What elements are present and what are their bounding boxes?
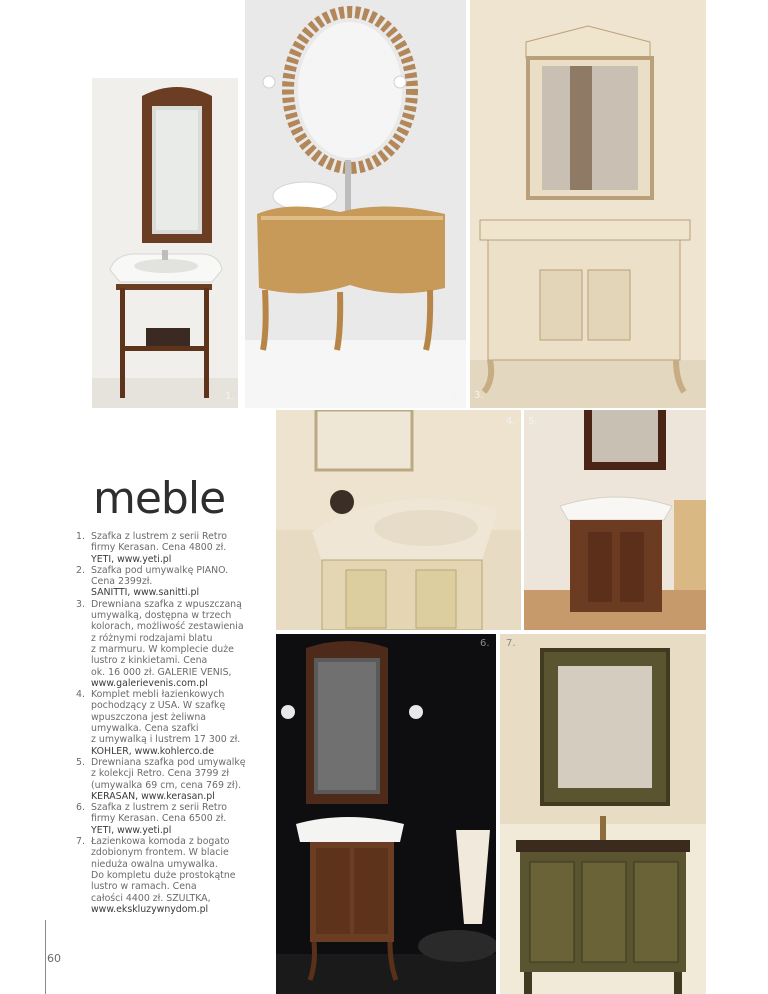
product-item-line: Do kompletu duże prostokątne bbox=[91, 869, 236, 881]
product-item-line: Szafka pod umywalkę PIANO. bbox=[91, 564, 229, 576]
product-item bbox=[76, 802, 291, 836]
photo-3-venis-cabinet bbox=[470, 0, 706, 408]
product-item-line: lustro z kinkietami. Cena bbox=[91, 655, 208, 667]
product-item-line: z kolekcji Retro. Cena 3799 zł bbox=[91, 768, 229, 780]
photo-number: 2. bbox=[451, 390, 461, 401]
piano-cabinet-illustration bbox=[245, 0, 466, 408]
kohler-set-illustration bbox=[276, 410, 521, 630]
product-item-number: 4. bbox=[76, 689, 85, 701]
product-description-list bbox=[76, 531, 291, 915]
product-item bbox=[76, 531, 291, 565]
product-item-line: Drewniana szafka z wpuszczaną bbox=[91, 598, 242, 610]
szultka-commode-illustration bbox=[500, 634, 706, 994]
product-item-line: Cena 2399zł. bbox=[91, 576, 153, 588]
photo-number: 4. bbox=[506, 416, 516, 427]
photo-1-retro-cabinet bbox=[92, 78, 238, 408]
product-item-line: kolorach, możliwość zestawienia bbox=[91, 621, 244, 633]
product-item-text bbox=[91, 757, 291, 802]
product-item-line: umywalką, dostępna w trzech bbox=[91, 610, 232, 622]
retro-cabinet-illustration bbox=[92, 78, 238, 408]
product-item-line: Szafka z lustrem z serii Retro bbox=[91, 802, 227, 814]
product-item-line: firmy Kerasan. Cena 6500 zł. bbox=[91, 813, 227, 825]
photo-number: 7. bbox=[506, 638, 516, 649]
product-brand: www.galerievenis.com.pl bbox=[91, 677, 208, 689]
product-item-line: Komplet mebli łazienkowych bbox=[91, 689, 225, 701]
product-brand: YETI, www.yeti.pl bbox=[91, 824, 172, 836]
product-item bbox=[76, 689, 291, 757]
product-item-line: z różnymi rodzajami blatu bbox=[91, 632, 213, 644]
product-brand: SANITTI, www.sanitti.pl bbox=[91, 587, 200, 599]
product-item-line: wpuszczona jest żeliwna bbox=[91, 711, 207, 723]
photo-2-piano-cabinet bbox=[245, 0, 466, 408]
page-rule bbox=[45, 920, 46, 994]
product-item-number: 2. bbox=[76, 564, 85, 576]
product-brand: KOHLER, www.kohlerco.de bbox=[91, 745, 215, 757]
photo-number: 5. bbox=[528, 416, 538, 427]
product-item-text bbox=[91, 802, 291, 836]
product-brand: KERASAN, www.kerasan.pl bbox=[91, 790, 215, 802]
product-item-text bbox=[91, 565, 291, 599]
product-item-number: 5. bbox=[76, 756, 85, 768]
photo-6-yeti-cabinet bbox=[276, 634, 496, 994]
product-item bbox=[76, 599, 291, 689]
product-item-line: ok. 16 000 zł. GALERIE VENIS, bbox=[91, 666, 232, 678]
product-item-line: Drewniana szafka pod umywalkę bbox=[91, 756, 246, 768]
product-item-text bbox=[91, 836, 291, 915]
product-item-line: z marmuru. W komplecie duże bbox=[91, 643, 234, 655]
product-item-number: 1. bbox=[76, 531, 85, 542]
page-number: 60 bbox=[47, 952, 61, 965]
product-item-line: zdobionym frontem. W blacie bbox=[91, 847, 229, 859]
photo-number: 3. bbox=[474, 390, 484, 401]
product-item-line: Łazienkowa komoda z bogato bbox=[91, 836, 230, 848]
product-item-text bbox=[91, 599, 291, 689]
product-brand: YETI, www.yeti.pl bbox=[91, 553, 172, 565]
product-item-line: Szafka z lustrem z serii Retro bbox=[91, 531, 227, 542]
product-item bbox=[76, 757, 291, 802]
photo-7-szultka-commode bbox=[500, 634, 706, 994]
product-brand: www.ekskluzywnydom.pl bbox=[91, 903, 209, 915]
venis-cabinet-illustration bbox=[470, 0, 706, 408]
product-item bbox=[76, 565, 291, 599]
product-item bbox=[76, 836, 291, 915]
section-heading: meble bbox=[93, 473, 226, 524]
product-item-line: (umywalka 69 cm, cena 769 zł). bbox=[91, 779, 242, 791]
product-item-line: lustro w ramach. Cena bbox=[91, 881, 197, 893]
product-item-line: pochodzący z USA. W szafkę bbox=[91, 700, 226, 712]
product-item-text bbox=[91, 531, 291, 565]
product-item-line: nieduża owalna umywalka. bbox=[91, 858, 218, 870]
product-item-number: 7. bbox=[76, 836, 85, 848]
product-item-line: z umywalką i lustrem 17 300 zł. bbox=[91, 734, 241, 746]
product-item-number: 3. bbox=[76, 598, 85, 610]
photo-4-kohler-set bbox=[276, 410, 521, 630]
photo-number: 1. bbox=[225, 391, 235, 402]
product-item-text bbox=[91, 689, 291, 757]
product-item-line: całości 4400 zł. SZULTKA, bbox=[91, 892, 211, 904]
photo-5-kerasan-vanity bbox=[524, 410, 706, 630]
yeti-cabinet-illustration bbox=[276, 634, 496, 994]
product-item-line: umywalka. Cena szafki bbox=[91, 723, 199, 735]
photo-number: 6. bbox=[480, 638, 490, 649]
product-item-line: firmy Kerasan. Cena 4800 zł. bbox=[91, 542, 227, 554]
kerasan-vanity-illustration bbox=[524, 410, 706, 630]
product-item-number: 6. bbox=[76, 802, 85, 814]
